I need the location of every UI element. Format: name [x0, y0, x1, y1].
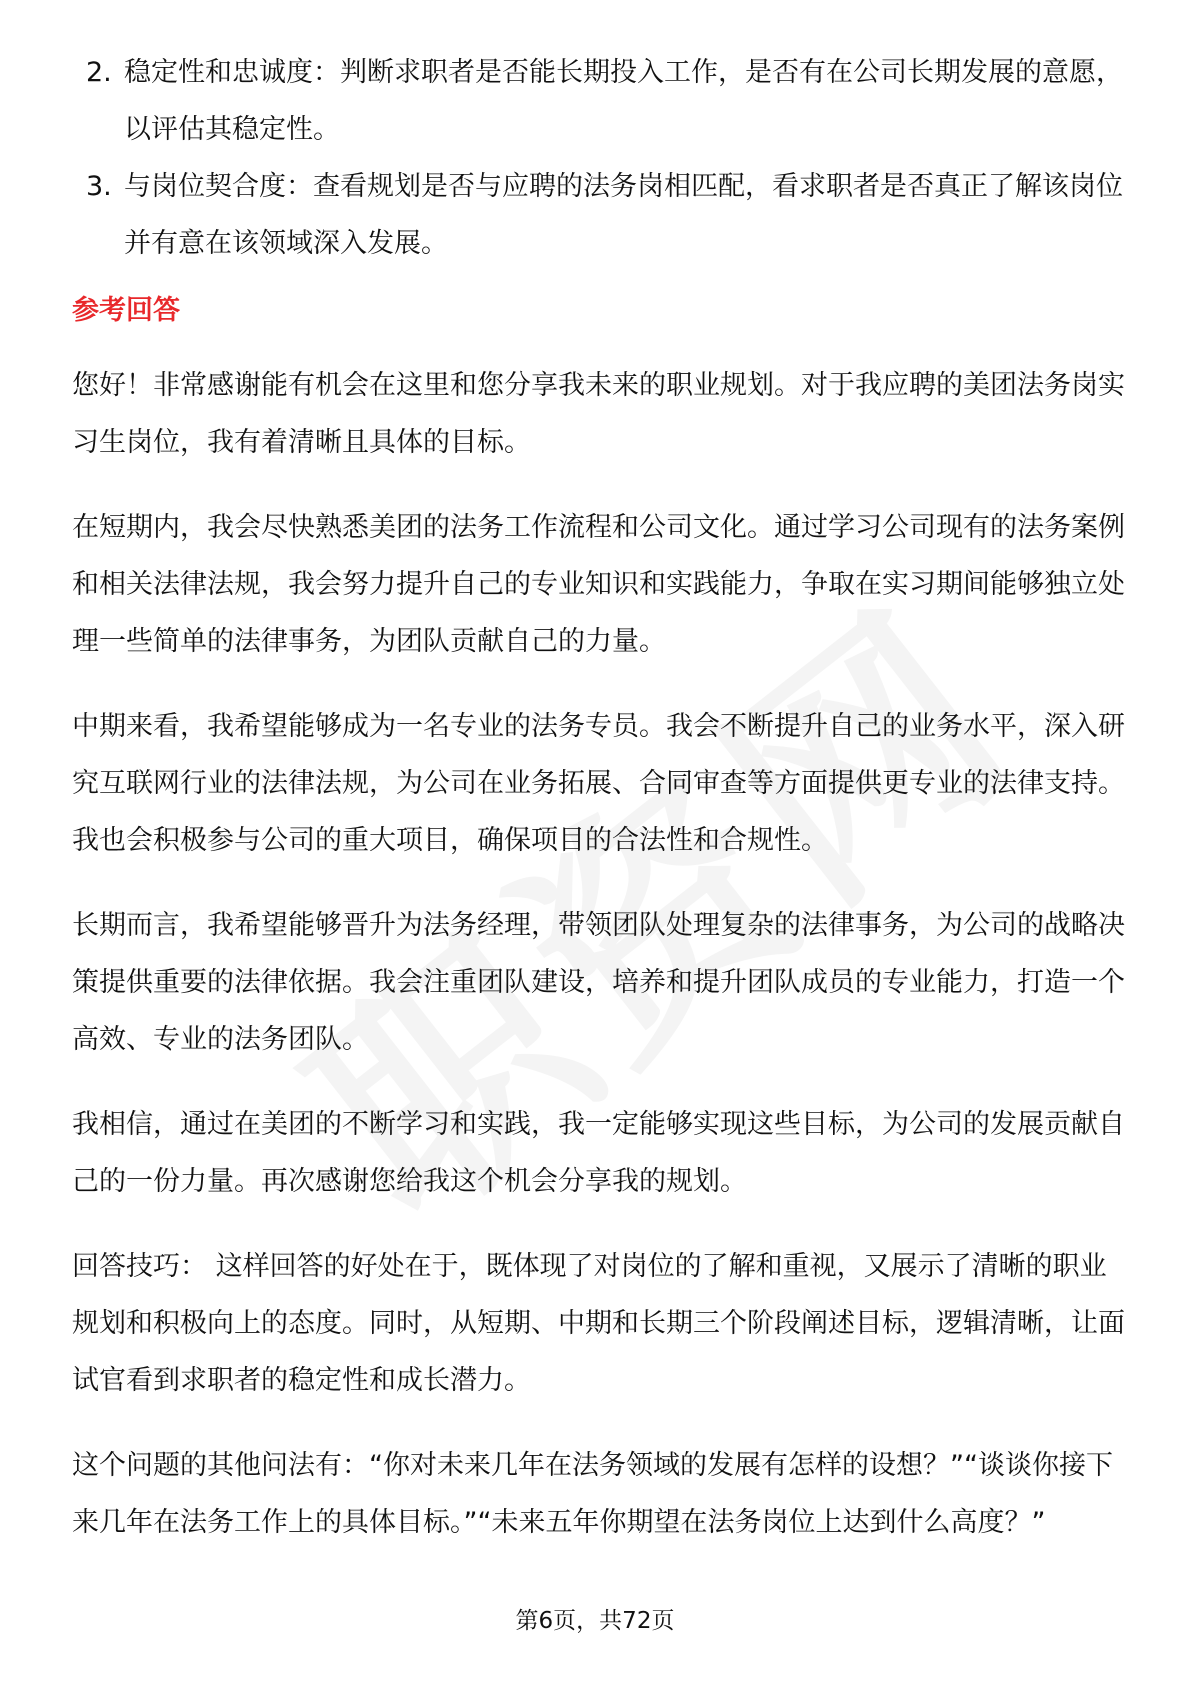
list-number: 2. [86, 57, 112, 88]
paragraph: 长期而言，我希望能够晋升为法务经理，带领团队处理复杂的法律事务，为公司的战略决策提供重要的法律依据。我会注重团队建设，培养和提升团队成员的专业能力，打造一个高效、专业的法务团队。 [72, 910, 1125, 1055]
list-number: 3. [86, 171, 112, 202]
section-heading: 参考回答 [72, 295, 180, 326]
criteria-item [72, 158, 1132, 272]
document-body [72, 44, 1132, 1579]
paragraph: 回答技巧： 这样回答的好处在于，既体现了对岗位的了解和重视，又展示了清晰的职业规划和积极向上的态度。同时，从短期、中期和长期三个阶段阐述目标，逻辑清晰，让面试官看到求职者的稳定性和成长潜力。 [72, 1251, 1125, 1396]
paragraph: 中期来看，我希望能够成为一名专业的法务专员。我会不断提升自己的业务水平，深入研究互联网行业的法律法规，为公司在业务拓展、合同审查等方面提供更专业的法律支持。我也会积极参与公司的重大项目，确保项目的合法性和合规性。 [72, 711, 1125, 856]
paragraph: 在短期内，我会尽快熟悉美团的法务工作流程和公司文化。通过学习公司现有的法务案例和相关法律法规，我会努力提升自己的专业知识和实践能力，争取在实习期间能够独立处理一些简单的法律事务，为团队贡献自己的力量。 [72, 512, 1125, 657]
list-text: 与岗位契合度：查看规划是否与应聘的法务岗相匹配，看求职者是否真正了解该岗位并有意在该领域深入发展。 [124, 171, 1123, 259]
criteria-item [72, 44, 1132, 158]
paragraph: 这个问题的其他问法有：“你对未来几年在法务领域的发展有怎样的设想？”“谈谈你接下来几年在法务工作上的具体目标。”“未来五年你期望在法务岗位上达到什么高度？” [72, 1450, 1113, 1538]
paragraph: 我相信，通过在美团的不断学习和实践，我一定能够实现这些目标，为公司的发展贡献自己的一份力量。再次感谢您给我这个机会分享我的规划。 [72, 1109, 1125, 1197]
criteria-list [72, 44, 1132, 272]
list-text: 稳定性和忠诚度：判断求职者是否能长期投入工作，是否有在公司长期发展的意愿，以评估其稳定性。 [124, 57, 1123, 145]
page-footer: 第6页，共72页 [515, 1608, 675, 1634]
paragraph: 您好！非常感谢能有机会在这里和您分享我未来的职业规划。对于我应聘的美团法务岗实习生岗位，我有着清晰且具体的目标。 [72, 370, 1125, 458]
